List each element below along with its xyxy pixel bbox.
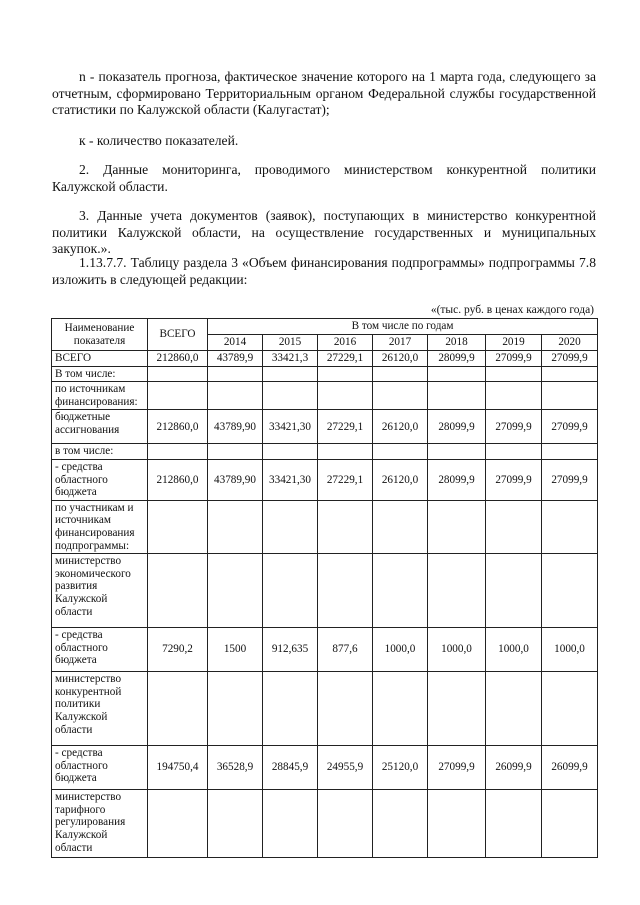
row-name-cell: министерство экономического развития Калужской области bbox=[52, 554, 148, 628]
row-total-cell: 212860,0 bbox=[148, 459, 208, 500]
row-year-cell-2016 bbox=[318, 554, 373, 628]
row-year-cell-2019: 26099,9 bbox=[486, 746, 542, 790]
header-total: ВСЕГО bbox=[148, 319, 208, 351]
row-year-cell-2017: 25120,0 bbox=[373, 746, 428, 790]
paragraph-n-definition: n - показатель прогноза, фактическое значение которого на 1 марта года, следующего за отчетным, сформировано Территориальным органом Федеральной службы государственной статистики по Калужской области (Калугастат); bbox=[52, 69, 596, 117]
row-year-cell-2019 bbox=[486, 500, 542, 553]
row-year-cell-2018: 28099,9 bbox=[428, 410, 486, 444]
row-year-cell-2018 bbox=[428, 366, 486, 382]
row-year-cell-2020: 27099,9 bbox=[542, 459, 598, 500]
row-year-cell-2019 bbox=[486, 554, 542, 628]
row-year-cell-2018 bbox=[428, 500, 486, 553]
table-row bbox=[52, 366, 598, 382]
paragraph-1-13-7-7: 1.13.7.7. Таблицу раздела 3 «Объем финансирования подпрограммы» подпрограммы 7.8 изложить в следующей редакции: bbox=[52, 255, 596, 287]
row-year-cell-2017 bbox=[373, 672, 428, 746]
row-year-cell-2015: 28845,9 bbox=[263, 746, 318, 790]
row-year-cell-2019 bbox=[486, 672, 542, 746]
row-year-cell-2015 bbox=[263, 382, 318, 410]
row-year-cell-2014: 36528,9 bbox=[208, 746, 263, 790]
row-name-cell: - средства областного бюджета bbox=[52, 459, 148, 500]
header-year-2017: 2017 bbox=[373, 335, 428, 351]
row-year-cell-2018 bbox=[428, 444, 486, 460]
row-year-cell-2016 bbox=[318, 672, 373, 746]
row-year-cell-2015 bbox=[263, 366, 318, 382]
table-row bbox=[52, 554, 598, 628]
row-year-cell-2017 bbox=[373, 500, 428, 553]
row-year-cell-2015 bbox=[263, 554, 318, 628]
header-year-2016: 2016 bbox=[318, 335, 373, 351]
row-year-cell-2014: 43789,90 bbox=[208, 410, 263, 444]
row-total-cell bbox=[148, 382, 208, 410]
row-year-cell-2019 bbox=[486, 366, 542, 382]
row-name-cell: ВСЕГО bbox=[52, 351, 148, 367]
row-name-cell: - средства областного бюджета bbox=[52, 746, 148, 790]
row-year-cell-2016 bbox=[318, 444, 373, 460]
table-row bbox=[52, 672, 598, 746]
row-year-cell-2017 bbox=[373, 366, 428, 382]
row-year-cell-2017 bbox=[373, 444, 428, 460]
row-year-cell-2016: 27229,1 bbox=[318, 410, 373, 444]
row-name-cell: министерство конкурентной политики Калужской области bbox=[52, 672, 148, 746]
row-total-cell: 212860,0 bbox=[148, 351, 208, 367]
row-year-cell-2015: 33421,30 bbox=[263, 459, 318, 500]
row-name-cell: по участникам и источникам финансирования подпрограммы: bbox=[52, 500, 148, 553]
row-year-cell-2017: 1000,0 bbox=[373, 628, 428, 672]
row-year-cell-2014 bbox=[208, 366, 263, 382]
table-row bbox=[52, 382, 598, 410]
row-year-cell-2019 bbox=[486, 444, 542, 460]
header-year-2018: 2018 bbox=[428, 335, 486, 351]
row-name-cell: бюджетные ассигнования bbox=[52, 410, 148, 444]
row-year-cell-2016 bbox=[318, 790, 373, 858]
row-year-cell-2015 bbox=[263, 500, 318, 553]
table-row bbox=[52, 746, 598, 790]
paragraph-item-2: 2. Данные мониторинга, проводимого министерством конкурентной политики Калужской области. bbox=[52, 162, 596, 194]
row-year-cell-2020 bbox=[542, 500, 598, 553]
row-total-cell: 7290,2 bbox=[148, 628, 208, 672]
row-year-cell-2016: 27229,1 bbox=[318, 459, 373, 500]
row-year-cell-2016 bbox=[318, 500, 373, 553]
table-row bbox=[52, 628, 598, 672]
row-year-cell-2017 bbox=[373, 790, 428, 858]
row-year-cell-2017: 26120,0 bbox=[373, 410, 428, 444]
header-year-2014: 2014 bbox=[208, 335, 263, 351]
table-row bbox=[52, 790, 598, 858]
table-row bbox=[52, 459, 598, 500]
row-year-cell-2017: 26120,0 bbox=[373, 351, 428, 367]
row-year-cell-2014: 43789,9 bbox=[208, 351, 263, 367]
row-year-cell-2014 bbox=[208, 790, 263, 858]
row-year-cell-2014 bbox=[208, 500, 263, 553]
table-row bbox=[52, 500, 598, 553]
row-year-cell-2020: 27099,9 bbox=[542, 410, 598, 444]
row-year-cell-2016 bbox=[318, 382, 373, 410]
row-year-cell-2016: 24955,9 bbox=[318, 746, 373, 790]
row-year-cell-2018 bbox=[428, 790, 486, 858]
row-total-cell: 212860,0 bbox=[148, 410, 208, 444]
header-years-group: В том числе по годам bbox=[208, 319, 598, 335]
table-header bbox=[52, 319, 598, 351]
row-year-cell-2019: 27099,9 bbox=[486, 459, 542, 500]
row-year-cell-2014 bbox=[208, 444, 263, 460]
row-year-cell-2016 bbox=[318, 366, 373, 382]
row-year-cell-2014 bbox=[208, 554, 263, 628]
row-total-cell: 194750,4 bbox=[148, 746, 208, 790]
header-name: Наименование показателя bbox=[52, 319, 148, 351]
row-year-cell-2016: 877,6 bbox=[318, 628, 373, 672]
row-year-cell-2020 bbox=[542, 366, 598, 382]
row-year-cell-2015 bbox=[263, 444, 318, 460]
row-year-cell-2018: 28099,9 bbox=[428, 459, 486, 500]
financing-table bbox=[51, 318, 598, 858]
row-year-cell-2016: 27229,1 bbox=[318, 351, 373, 367]
row-year-cell-2014: 43789,90 bbox=[208, 459, 263, 500]
row-year-cell-2015: 912,635 bbox=[263, 628, 318, 672]
row-year-cell-2020: 27099,9 bbox=[542, 351, 598, 367]
table-row bbox=[52, 351, 598, 367]
row-year-cell-2020 bbox=[542, 790, 598, 858]
header-year-2019: 2019 bbox=[486, 335, 542, 351]
paragraph-item-3: 3. Данные учета документов (заявок), поступающих в министерство конкурентной политики Калужской области, на осуществление государственных и муниципальных закупок.». bbox=[52, 208, 596, 256]
row-year-cell-2020: 26099,9 bbox=[542, 746, 598, 790]
row-name-cell: министерство тарифного регулирования Калужской области bbox=[52, 790, 148, 858]
row-year-cell-2015: 33421,3 bbox=[263, 351, 318, 367]
paragraph-k-definition: к - количество показателей. bbox=[79, 133, 239, 148]
row-year-cell-2020: 1000,0 bbox=[542, 628, 598, 672]
row-year-cell-2014 bbox=[208, 382, 263, 410]
table-body bbox=[52, 351, 598, 858]
table-row bbox=[52, 444, 598, 460]
row-year-cell-2018: 27099,9 bbox=[428, 746, 486, 790]
row-year-cell-2018 bbox=[428, 554, 486, 628]
table-unit-note: «(тыс. руб. в ценах каждого года) bbox=[430, 304, 594, 316]
row-year-cell-2017 bbox=[373, 554, 428, 628]
row-year-cell-2019: 1000,0 bbox=[486, 628, 542, 672]
row-year-cell-2014: 1500 bbox=[208, 628, 263, 672]
row-name-cell: - средства областного бюджета bbox=[52, 628, 148, 672]
row-total-cell bbox=[148, 672, 208, 746]
row-year-cell-2018 bbox=[428, 672, 486, 746]
row-year-cell-2019: 27099,9 bbox=[486, 410, 542, 444]
row-year-cell-2019 bbox=[486, 790, 542, 858]
row-name-cell: в том числе: bbox=[52, 444, 148, 460]
row-year-cell-2018 bbox=[428, 382, 486, 410]
row-year-cell-2017: 26120,0 bbox=[373, 459, 428, 500]
row-year-cell-2020 bbox=[542, 554, 598, 628]
row-year-cell-2015 bbox=[263, 672, 318, 746]
row-year-cell-2020 bbox=[542, 382, 598, 410]
row-year-cell-2019: 27099,9 bbox=[486, 351, 542, 367]
header-year-2015: 2015 bbox=[263, 335, 318, 351]
row-year-cell-2020 bbox=[542, 672, 598, 746]
row-total-cell bbox=[148, 366, 208, 382]
row-year-cell-2018: 1000,0 bbox=[428, 628, 486, 672]
row-year-cell-2014 bbox=[208, 672, 263, 746]
row-total-cell bbox=[148, 500, 208, 553]
row-year-cell-2020 bbox=[542, 444, 598, 460]
row-total-cell bbox=[148, 444, 208, 460]
row-year-cell-2015 bbox=[263, 790, 318, 858]
row-name-cell: В том числе: bbox=[52, 366, 148, 382]
table-row bbox=[52, 410, 598, 444]
row-year-cell-2017 bbox=[373, 382, 428, 410]
row-total-cell bbox=[148, 554, 208, 628]
row-total-cell bbox=[148, 790, 208, 858]
row-year-cell-2015: 33421,30 bbox=[263, 410, 318, 444]
row-year-cell-2018: 28099,9 bbox=[428, 351, 486, 367]
header-year-2020: 2020 bbox=[542, 335, 598, 351]
row-year-cell-2019 bbox=[486, 382, 542, 410]
row-name-cell: по источникам финансирования: bbox=[52, 382, 148, 410]
